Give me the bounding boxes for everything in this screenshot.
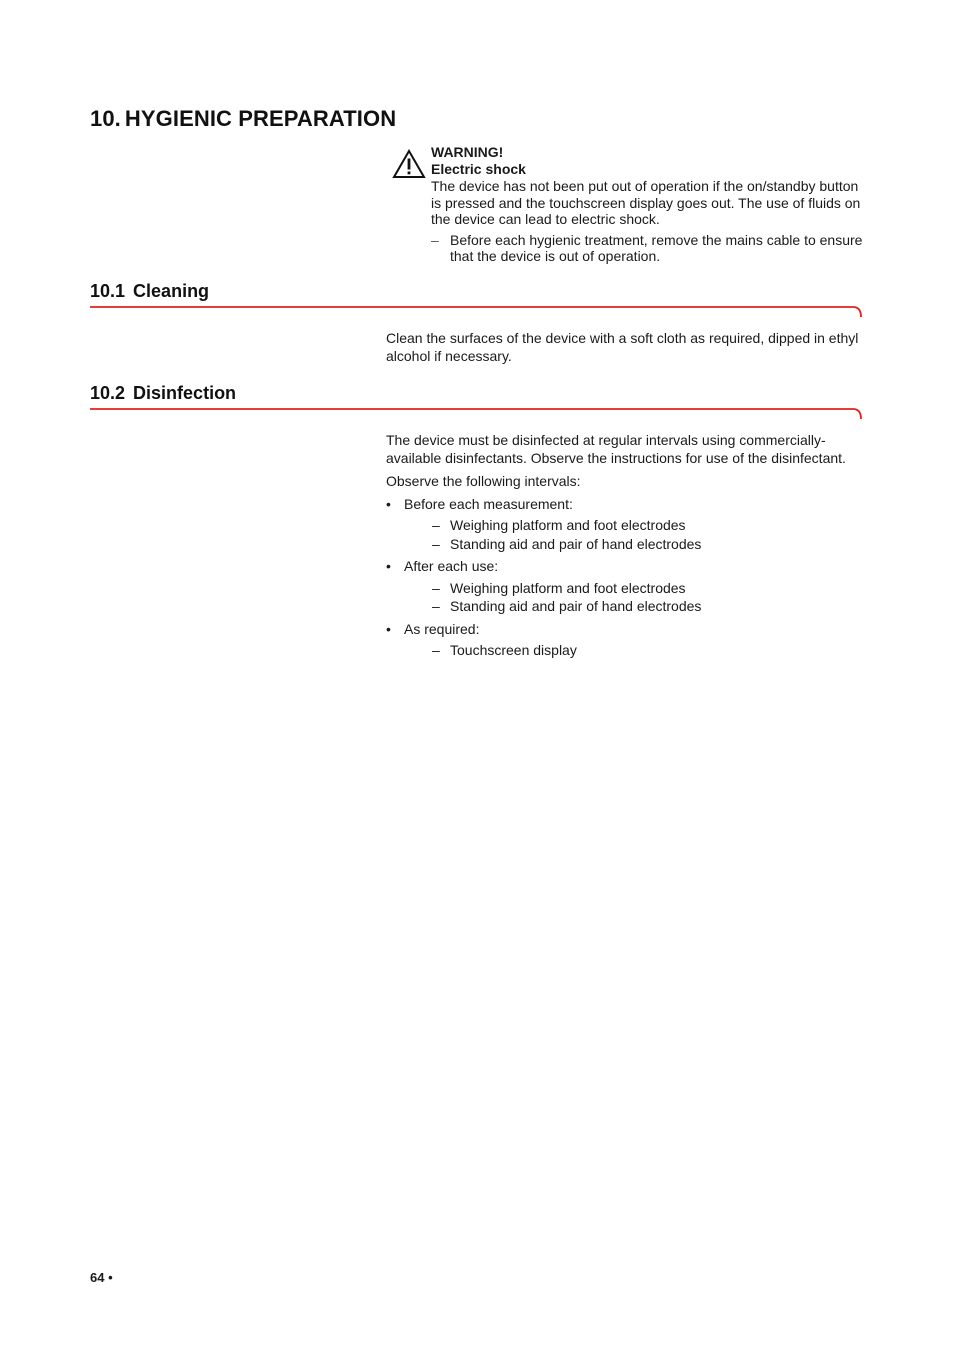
dash-marker: – bbox=[432, 535, 440, 552]
section-number: 10.1 bbox=[90, 281, 126, 301]
section-title-text: Disinfection bbox=[133, 383, 237, 403]
bullet-marker: • bbox=[386, 495, 391, 512]
list-item bbox=[386, 558, 866, 616]
sub-item-text: Weighing platform and foot electrodes bbox=[450, 579, 686, 596]
interval-label: After each use: bbox=[404, 558, 499, 574]
intervals-intro: Observe the following intervals: bbox=[386, 473, 581, 489]
warning-instruction bbox=[431, 232, 871, 265]
warning-label: WARNING! bbox=[431, 144, 504, 160]
list-item bbox=[386, 641, 866, 660]
sub-list bbox=[386, 516, 866, 553]
sub-item-text: Standing aid and pair of hand electrodes bbox=[450, 598, 702, 614]
sub-item-text: Touchscreen display bbox=[450, 642, 577, 658]
dash-marker: – bbox=[431, 231, 439, 248]
intervals-list bbox=[386, 496, 866, 660]
bullet-marker: • bbox=[386, 558, 391, 574]
list-item bbox=[386, 496, 866, 554]
list-item bbox=[386, 621, 866, 660]
cleaning-paragraph: Clean the surfaces of the device with a soft cloth as required, dipped in ethyl alcohol if necessary. bbox=[386, 330, 859, 364]
warning-triangle-icon bbox=[392, 149, 426, 179]
sub-item-text: Standing aid and pair of hand electrodes bbox=[450, 535, 702, 552]
dash-marker: – bbox=[432, 642, 440, 658]
chapter-title-text: HYGIENIC PREPARATION bbox=[124, 106, 397, 131]
list-item bbox=[386, 516, 866, 535]
section-title-cleaning bbox=[90, 281, 209, 302]
sub-item-text: Weighing platform and foot electrodes bbox=[450, 517, 686, 533]
chapter-number: 10. bbox=[90, 106, 121, 131]
sub-list bbox=[386, 579, 866, 616]
warning-instruction-text: Before each hygienic treatment, remove the mains cable to ensure that the device is out of operation. bbox=[450, 231, 863, 264]
sub-list bbox=[386, 641, 866, 660]
chapter-title bbox=[90, 106, 396, 132]
interval-label: As required: bbox=[404, 620, 480, 637]
section-rule bbox=[90, 304, 863, 320]
dash-marker: – bbox=[432, 517, 440, 533]
warning-text: The device has not been put out of operation if the on/standby button is pressed and the touchscreen display goes out. The use of fluids on the device can lead to electric shock. bbox=[431, 178, 861, 227]
list-item bbox=[386, 597, 866, 616]
warning-block bbox=[431, 144, 871, 265]
list-item bbox=[386, 579, 866, 598]
section-title-text: Cleaning bbox=[133, 281, 210, 301]
cleaning-body bbox=[386, 330, 866, 365]
interval-label: Before each measurement: bbox=[404, 495, 573, 512]
disinfection-paragraph: The device must be disinfected at regular intervals using commercially-available disinfectants. Observe the instructions for use of the disinfectant. bbox=[386, 432, 846, 466]
section-number: 10.2 bbox=[90, 383, 126, 403]
section-title-disinfection bbox=[90, 383, 236, 404]
dash-marker: – bbox=[432, 598, 440, 614]
section-rule bbox=[90, 406, 863, 422]
dash-marker: – bbox=[432, 579, 440, 596]
warning-subtitle: Electric shock bbox=[431, 160, 526, 177]
list-item bbox=[386, 535, 866, 554]
disinfection-body bbox=[386, 432, 866, 660]
page-number: 64 • bbox=[90, 1270, 113, 1285]
bullet-marker: • bbox=[386, 620, 391, 637]
